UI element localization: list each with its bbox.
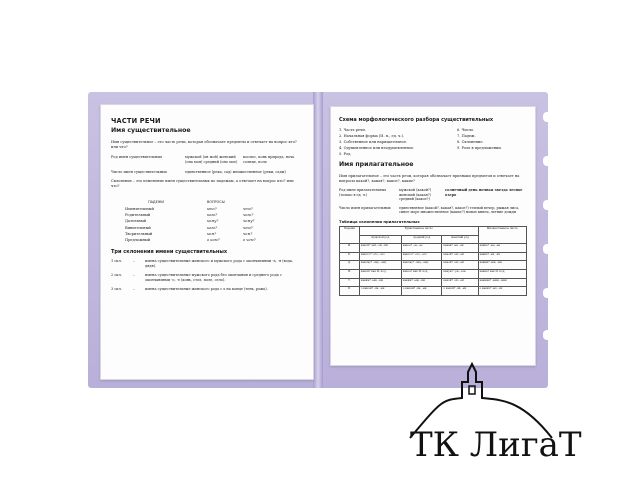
folder-notch <box>543 156 551 166</box>
table-cell-p: каким? -ым, -им <box>478 261 526 270</box>
table-cell-m: какой? как И. под. <box>359 269 401 278</box>
declension-key: 3 скл. <box>111 286 122 291</box>
adjective-declension-table <box>339 226 527 296</box>
table-cell-n: какое? -ое, -ее <box>401 244 442 253</box>
table-cell-p: каких? -ых, -их <box>478 252 526 261</box>
number-label: Число имен существительных <box>111 169 167 174</box>
case-name: Именительный <box>125 206 154 211</box>
folder-notch <box>543 330 551 340</box>
morph-step: 6. Число. <box>457 128 475 132</box>
adj-number-kinds: единственное (какой?, какая?, какое?) теплый вечер, рыжая лиса, синее море множественное (какие?) новые книги, летние дожди <box>399 205 520 215</box>
case-name: Дательный <box>125 219 147 224</box>
declension-dash: – <box>133 286 135 291</box>
section-title: Имя существительное <box>111 127 191 134</box>
table-row <box>340 278 527 287</box>
table-row <box>340 244 527 253</box>
table-cell-p: какие? как И. под. <box>478 269 526 278</box>
declension-dash: – <box>133 259 135 264</box>
morph-scheme <box>339 127 527 157</box>
table-cell-f: какую? -ую, -юю <box>442 269 478 278</box>
table-cell-f: какая? -ая, -яя <box>442 244 478 253</box>
declension-row <box>111 287 303 292</box>
table-cell-f: какой? -ой, -ей <box>442 278 478 287</box>
left-page <box>100 104 314 380</box>
adj-number-row <box>339 206 527 215</box>
case-name: Винительный <box>125 225 151 230</box>
th-fem: женский род <box>442 235 478 244</box>
table-row <box>340 261 527 270</box>
genus-label: Род имен существительных <box>111 155 163 159</box>
th-plural: Множественное число <box>478 226 526 243</box>
case-question-inanimate: чего? <box>243 212 254 217</box>
noun-definition: Имя существительное – это часть речи, которая обозначает предметы и отвечает на вопрос кто? или что? <box>111 140 297 149</box>
adj-genus-row <box>339 188 527 202</box>
declension-key: 1 скл. <box>111 259 122 264</box>
declensions-title: Три склонения имени существительных <box>111 249 228 256</box>
adjective-title: Имя прилагательное <box>339 161 414 168</box>
th-masc: мужской род <box>359 235 401 244</box>
folder-notch <box>543 200 551 210</box>
table-cell-n: какому? -ому, -ему <box>401 261 442 270</box>
adj-genus-label: Род имен прилагательных (только в ед. ч.) <box>339 188 387 197</box>
adjective-definition: Имя прилагательное – это часть речи, которая обозначает признаки предметов и отвечает на вопросы какой?, какая?, какое?, какие? <box>339 174 520 183</box>
table-cell-n: каким? -ым, -им <box>401 278 442 287</box>
table-cell-c: И. <box>340 244 360 253</box>
folder-notch <box>543 288 551 298</box>
declension-text: имена существительные женского и мужского рода с окончаниями -а, -я (вода, дядя). <box>145 259 294 269</box>
number-kinds: единственное (река, сад) множественное (реки, сады) <box>185 169 286 174</box>
folder-notch <box>543 112 551 122</box>
table-cell-n: какое? как И. под. <box>401 269 442 278</box>
table-cell-p: какими? -ыми, -ими <box>478 278 526 287</box>
declension-row <box>111 273 303 283</box>
table-cell-m: о каком? -ом, -ем <box>359 287 401 296</box>
cases-header-questions: ВОПРОСЫ <box>207 200 225 205</box>
page-title: ЧАСТИ РЕЧИ <box>111 117 161 125</box>
morph-step: 5. Род. <box>339 152 352 156</box>
th-singular: Единственное число <box>359 226 478 235</box>
adj-genus-examples: солнечный день ночная звезда лесное озеро <box>445 188 523 197</box>
right-page <box>330 106 536 366</box>
table-cell-p: какие? -ые, -ие <box>478 244 526 253</box>
table-cell-m: каким? -ым, -им <box>359 278 401 287</box>
table-cell-n: какого? -ого, -его <box>401 252 442 261</box>
table-cell-f: какой? -ой, -ей <box>442 252 478 261</box>
case-question-animate: о ком? <box>207 238 220 243</box>
noun-number-row <box>111 170 303 175</box>
declension-definition: Склонение – это изменение имен существительных по падежам, а отвечает на вопрос кто? или что? <box>111 179 294 189</box>
table-cell-c: Т. <box>340 278 360 287</box>
case-question-animate: кем? <box>207 231 217 236</box>
table-cell-m: какому? -ому, -ему <box>359 261 401 270</box>
declension-key: 2 скл. <box>111 273 122 278</box>
morph-step: 8. Склонение. <box>457 140 484 144</box>
table-row <box>340 287 527 296</box>
genus-examples: космос, конь природа, ночь солнце, поле <box>243 155 295 164</box>
table-cell-c: В. <box>340 269 360 278</box>
case-question-animate: кого? <box>207 212 218 217</box>
declension-text: имена существительные женского рода с ь на конце (тень, рожь). <box>145 286 268 291</box>
th-neut: средний род <box>401 235 442 244</box>
case-question-inanimate: о чем? <box>243 238 256 243</box>
declension-row <box>111 259 303 269</box>
case-question-animate: кому? <box>207 219 219 224</box>
table-cell-n: о каком? -ом, -ем <box>401 287 442 296</box>
table-row <box>340 252 527 261</box>
folder-notch <box>543 244 551 254</box>
adj-genus-kinds: мужской (какой?) женский (какая?) средний (какое?) <box>399 188 432 202</box>
case-question-inanimate: что? <box>243 206 253 211</box>
table-title: Таблица склонения прилагательных <box>339 218 420 224</box>
case-name: Творительный <box>125 231 153 236</box>
table-cell-c: Д. <box>340 261 360 270</box>
table-cell-f: какой? -ой, -ей <box>442 261 478 270</box>
case-question-inanimate: что? <box>243 225 253 230</box>
case-question-inanimate: чем? <box>243 231 253 236</box>
adj-number-label: Число имен прилагательных <box>339 205 391 210</box>
morph-step: 1. Часть речи. <box>339 128 366 132</box>
table-cell-p: о каких? -ых, -их <box>478 287 526 296</box>
case-name: Родительный <box>125 212 151 217</box>
morph-title: Схема морфологического разбора существительных <box>339 117 494 123</box>
case-question-animate: кто? <box>207 206 217 211</box>
noun-genus-row <box>111 155 303 165</box>
declension-text: имена существительные мужского рода без окончания и среднего рода с окончаниями -о, -е (конь, стол, поле, село). <box>145 273 282 282</box>
table-cell-f: о какой? -ой, -ей <box>442 287 478 296</box>
th-case: Падежи <box>340 226 360 243</box>
case-row <box>125 237 303 243</box>
genus-kinds: мужской (он мой) женский (она моя) средний (оно мое) <box>185 155 238 164</box>
table-cell-c: П. <box>340 287 360 296</box>
morph-step: 3. Собственное или нарицательное. <box>339 140 408 144</box>
cases-header-name: ПАДЕЖИ <box>148 200 164 205</box>
morph-step: 9. Роль в предложении. <box>457 146 502 150</box>
declension-dash: – <box>133 273 135 278</box>
cases-table <box>125 199 303 243</box>
morph-step: 7. Падеж. <box>457 134 476 138</box>
brand-logo: ТК ЛигаТ <box>410 425 582 465</box>
morph-step: 4. Одушевленное или неодушевленное. <box>339 146 415 150</box>
table-row <box>340 269 527 278</box>
morph-step: 2. Начальная форма (И. п., ед. ч.). <box>339 134 405 138</box>
table-cell-c: Р. <box>340 252 360 261</box>
table-cell-m: какой? -ый, -ой, -ий <box>359 244 401 253</box>
table-cell-m: какого? -ого, -его <box>359 252 401 261</box>
case-question-animate: кого? <box>207 225 218 230</box>
case-question-inanimate: чему? <box>243 219 255 224</box>
folder-fold <box>313 92 323 388</box>
case-name: Предложный <box>125 238 151 243</box>
